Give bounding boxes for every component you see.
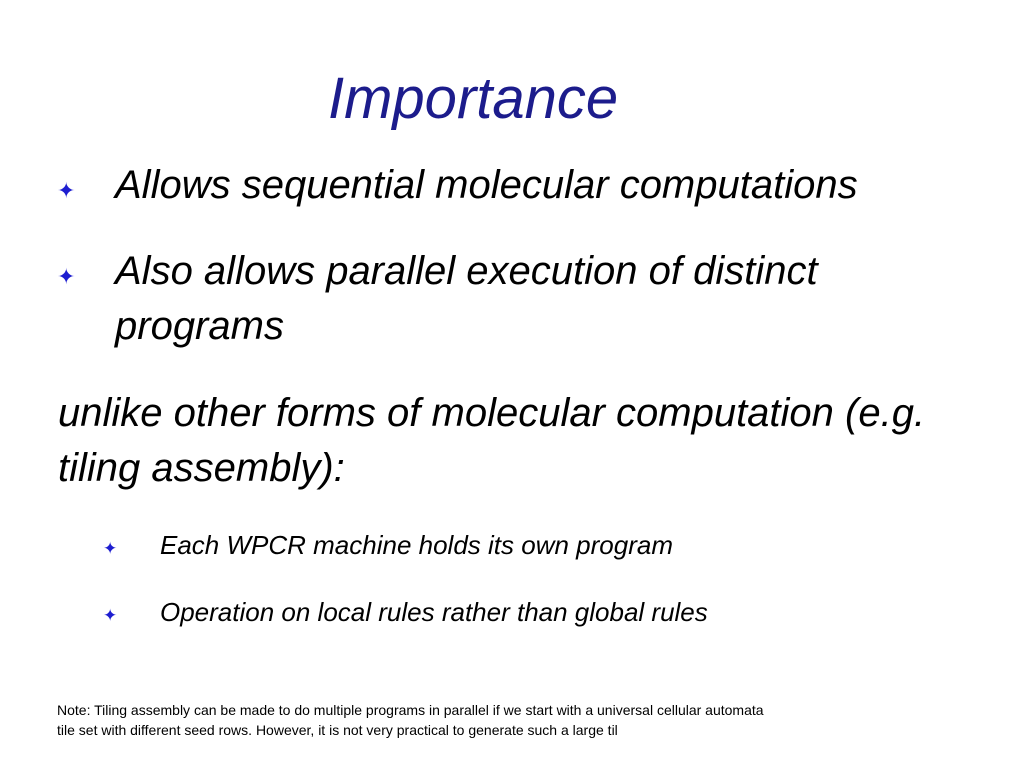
paragraph-line2: tiling assembly): [58, 446, 345, 490]
four-pointed-star-icon: ✦ [103, 539, 118, 558]
footnote-line1: Note: Tiling assembly can be made to do multiple programs in parallel if we start with a universal cellular automata [57, 702, 764, 718]
bullet-text-sequential: Allows sequential molecular computations [115, 163, 858, 207]
four-pointed-star-icon: ✦ [103, 606, 118, 625]
footnote [57, 700, 927, 740]
paragraph-line1: unlike other forms of molecular computation (e.g. [58, 391, 926, 435]
bullet-text-parallel-line2: programs [115, 304, 284, 348]
footnote-line2: tile set with different seed rows. However, it is not very practical to generate such a large til [57, 722, 618, 738]
slide-title: Importance [328, 66, 619, 131]
sub-bullet-text-wpcr: Each WPCR machine holds its own program [160, 530, 673, 560]
bullet-text-parallel-line1: Also allows parallel execution of distinct [115, 249, 818, 293]
four-pointed-star-icon: ✦ [57, 264, 76, 289]
sub-bullet-text-local-rules: Operation on local rules rather than global rules [160, 597, 708, 627]
four-pointed-star-icon: ✦ [57, 178, 76, 203]
